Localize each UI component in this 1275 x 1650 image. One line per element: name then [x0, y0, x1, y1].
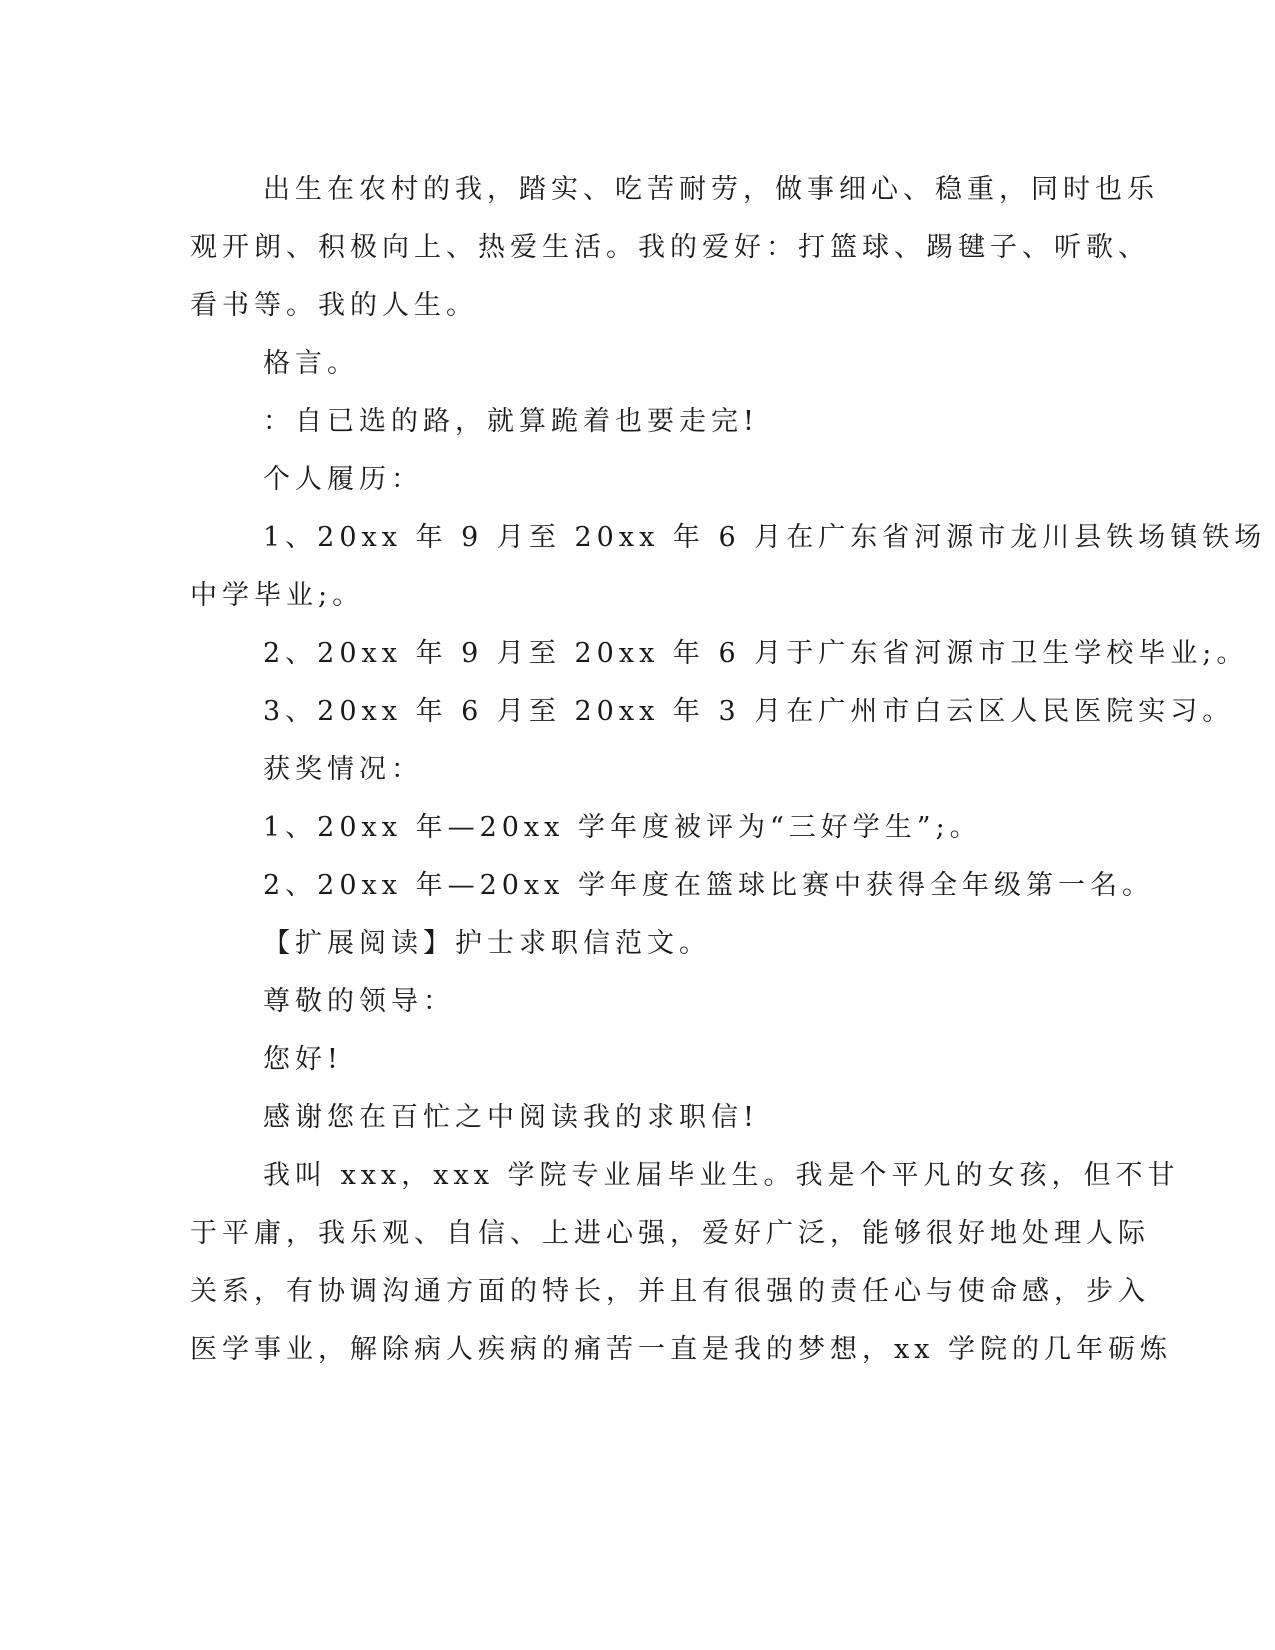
- list-item: 2、20xx 年—20xx 学年度在篮球比赛中获得全年级第一名。: [263, 870, 1154, 901]
- paragraph-line: 感谢您在百忙之中阅读我的求职信!: [263, 1102, 759, 1133]
- paragraph-line: 出生在农村的我，踏实、吃苦耐劳，做事细心、稳重，同时也乐: [263, 174, 1159, 205]
- paragraph-line: 于平庸，我乐观、自信、上进心强，爱好广泛，能够很好地处理人际: [190, 1218, 1150, 1249]
- list-item: 1、20xx 年—20xx 学年度被评为“三好学生”;。: [263, 812, 982, 843]
- list-item: 2、20xx 年 9 月至 20xx 年 6 月于广东省河源市卫生学校毕业;。: [263, 638, 1249, 669]
- salutation: 尊敬的领导：: [263, 986, 455, 1017]
- greeting: 您好!: [263, 1044, 343, 1075]
- paragraph-line: 医学事业，解除病人疾病的痛苦一直是我的梦想，xx 学院的几年砺炼: [190, 1334, 1173, 1365]
- list-item-continuation: 中学毕业;。: [190, 580, 365, 611]
- paragraph-line: 格言。: [263, 348, 359, 379]
- section-heading: 获奖情况：: [263, 754, 423, 785]
- list-item: 3、20xx 年 6 月至 20xx 年 3 月在广州市白云区人民医院实习。: [263, 696, 1235, 727]
- paragraph-line: 我叫 xxx，xxx 学院专业届毕业生。我是个平凡的女孩，但不甘: [263, 1160, 1180, 1191]
- extended-reading-heading: 【扩展阅读】护士求职信范文。: [263, 928, 711, 959]
- paragraph-line: 关系，有协调沟通方面的特长，并且有很强的责任心与使命感，步入: [190, 1276, 1150, 1307]
- list-item: 1、20xx 年 9 月至 20xx 年 6 月在广东省河源市龙川县铁场镇铁场: [263, 522, 1267, 553]
- paragraph-line: 观开朗、积极向上、热爱生活。我的爱好：打篮球、踢毽子、听歌、: [190, 232, 1150, 263]
- paragraph-line: 看书等。我的人生。: [190, 290, 478, 321]
- motto-line: ：自已选的路，就算跪着也要走完!: [263, 406, 759, 437]
- section-heading: 个人履历：: [263, 464, 423, 495]
